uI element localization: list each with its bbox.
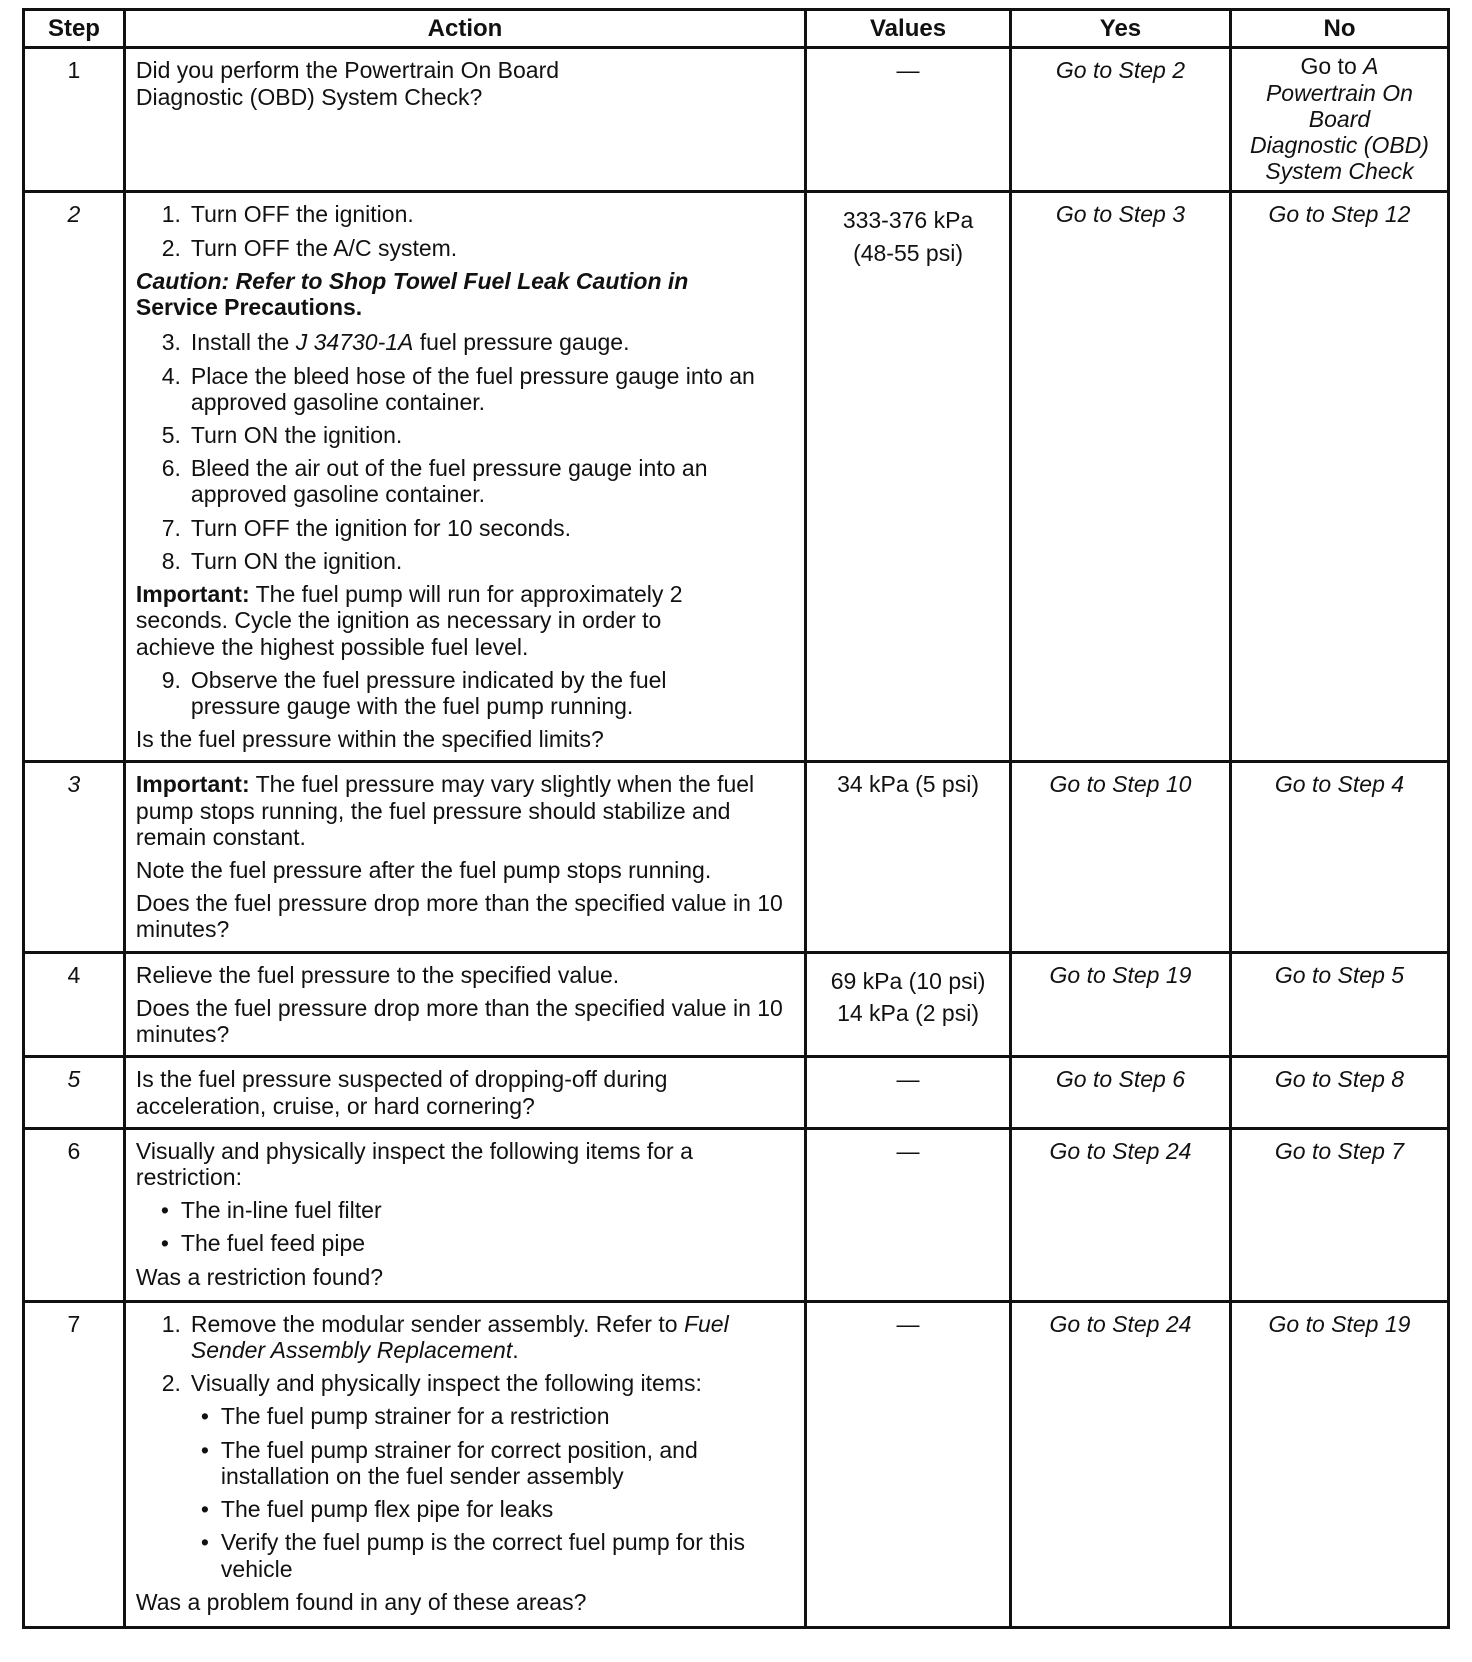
yes-link[interactable]: Go to Step 3 xyxy=(1010,192,1230,762)
tool-reference: J 34730-1A xyxy=(295,329,414,356)
no-link-ref: A xyxy=(1363,53,1379,80)
table-row xyxy=(24,1128,1449,1301)
step-number: 1 xyxy=(24,48,125,192)
list-item: • The fuel feed pipe xyxy=(160,1230,366,1257)
action-question: Was a problem found in any of these areas? xyxy=(135,1588,587,1615)
action-text: Relieve the fuel pressure to the specified value. xyxy=(135,961,620,988)
values-cell: — xyxy=(806,1128,1011,1301)
no-link[interactable]: Go to Step 19 xyxy=(1230,1301,1448,1627)
no-link-prefix: Go to xyxy=(1300,53,1364,80)
step-number: 2 xyxy=(24,192,125,762)
header-no: No xyxy=(1230,10,1448,48)
action-question: Is the fuel pressure within the specified limits? xyxy=(135,726,604,753)
list-item: • The in-line fuel filter xyxy=(160,1197,382,1224)
table-row xyxy=(24,192,1449,762)
table-row xyxy=(24,952,1449,1057)
no-link-ref: System Check xyxy=(1265,158,1414,185)
yes-link[interactable]: Go to Step 2 xyxy=(1010,48,1230,192)
action-cell xyxy=(124,48,805,192)
list-item: 5. Turn ON the ignition. xyxy=(161,421,403,448)
yes-link[interactable]: Go to Step 19 xyxy=(1010,952,1230,1057)
action-text: Note the fuel pressure after the fuel pump stops running. xyxy=(135,857,712,884)
no-link[interactable]: Go to Step 7 xyxy=(1230,1128,1448,1301)
values-cell: 69 kPa (10 psi) 14 kPa (2 psi) xyxy=(806,952,1011,1057)
action-question: Does the fuel pressure drop more than the specified value in 10 minutes? xyxy=(135,890,783,943)
step-number: 3 xyxy=(24,762,125,952)
step-number: 7 xyxy=(24,1301,125,1627)
no-link-ref: Diagnostic (OBD) xyxy=(1250,132,1429,159)
no-link-ref: Powertrain On xyxy=(1265,79,1413,106)
no-link[interactable]: Go to Step 5 xyxy=(1230,952,1448,1057)
step-number: 6 xyxy=(24,1128,125,1301)
list-item: 2. Turn OFF the A/C system. xyxy=(161,234,458,261)
list-item: 3. Install the J 34730-1A fuel pressure gauge. xyxy=(161,329,630,356)
values-cell: — xyxy=(806,48,1011,192)
important-note: Important: The fuel pressure may vary slightly when the fuel pump stops running, the fuel pressure should stabilize and remain constant. xyxy=(135,771,755,850)
diagnostic-table xyxy=(22,8,1450,1629)
header-values: Values xyxy=(806,10,1011,48)
list-item: • The fuel pump strainer for a restriction xyxy=(200,1403,610,1430)
caution-note: Caution: Refer to Shop Towel Fuel Leak Caution in Service Precautions. xyxy=(135,267,689,321)
table-row xyxy=(24,762,1449,952)
table-row xyxy=(24,1301,1449,1627)
list-item: 8. Turn ON the ignition. xyxy=(161,547,403,574)
list-item: 7. Turn OFF the ignition for 10 seconds. xyxy=(161,514,572,541)
list-item: 1. Remove the modular sender assembly. Refer to Fuel Sender Assembly Replacement. xyxy=(161,1310,729,1364)
step-number: 5 xyxy=(24,1057,125,1128)
important-note: Important: The fuel pump will run for approximately 2 seconds. Cycle the ignition as necessary in order to achieve the highest possible fuel level. xyxy=(135,581,683,660)
no-link[interactable]: Go to Step 12 xyxy=(1230,192,1448,762)
no-link[interactable] xyxy=(1230,48,1448,192)
list-item: 4. Place the bleed hose of the fuel pressure gauge into an approved gasoline container. xyxy=(161,362,755,415)
list-item: 6. Bleed the air out of the fuel pressure gauge into an approved gasoline container. xyxy=(161,455,708,508)
list-item: 9. Observe the fuel pressure indicated by the fuel pressure gauge with the fuel pump running. xyxy=(161,666,667,719)
values-cell: 333-376 kPa (48-55 psi) xyxy=(806,192,1011,762)
values-cell: — xyxy=(806,1057,1011,1128)
list-item: • Verify the fuel pump is the correct fuel pump for this vehicle xyxy=(200,1529,746,1582)
list-item: 1. Turn OFF the ignition. xyxy=(161,201,414,228)
yes-link[interactable]: Go to Step 24 xyxy=(1010,1301,1230,1627)
table-row xyxy=(24,1057,1449,1128)
procedure-reference: Fuel Sender Assembly Replacement xyxy=(190,1310,729,1364)
action-question: Was a restriction found? xyxy=(135,1263,384,1290)
values-cell: 34 kPa (5 psi) xyxy=(806,762,1011,952)
values-cell: — xyxy=(806,1301,1011,1627)
yes-link[interactable]: Go to Step 6 xyxy=(1010,1057,1230,1128)
header-row xyxy=(24,10,1449,48)
list-item: • The fuel pump strainer for correct position, and installation on the fuel sender assembly xyxy=(200,1436,698,1489)
no-link[interactable]: Go to Step 8 xyxy=(1230,1057,1448,1128)
action-text: Did you perform the Powertrain On Board Diagnostic (OBD) System Check? xyxy=(135,57,560,110)
list-item: 2. Visually and physically inspect the following items: xyxy=(161,1370,702,1397)
no-link[interactable]: Go to Step 4 xyxy=(1230,762,1448,952)
no-link-ref: Board xyxy=(1308,105,1371,132)
yes-link[interactable]: Go to Step 24 xyxy=(1010,1128,1230,1301)
action-cell xyxy=(124,1057,805,1128)
table-row xyxy=(24,48,1449,192)
action-question: Is the fuel pressure suspected of dropping-off during acceleration, cruise, or hard cornering? xyxy=(135,1066,668,1119)
yes-link[interactable]: Go to Step 10 xyxy=(1010,762,1230,952)
header-action: Action xyxy=(124,10,805,48)
header-step: Step xyxy=(24,10,125,48)
list-item: • The fuel pump flex pipe for leaks xyxy=(200,1496,554,1523)
action-text: Visually and physically inspect the following items for a restriction: xyxy=(135,1137,693,1191)
action-cell xyxy=(124,952,805,1057)
action-cell xyxy=(124,1301,805,1627)
header-yes: Yes xyxy=(1010,10,1230,48)
action-cell xyxy=(124,192,805,762)
action-cell xyxy=(124,1128,805,1301)
action-question: Does the fuel pressure drop more than the specified value in 10 minutes? xyxy=(135,994,783,1048)
step-number: 4 xyxy=(24,952,125,1057)
action-cell xyxy=(124,762,805,952)
